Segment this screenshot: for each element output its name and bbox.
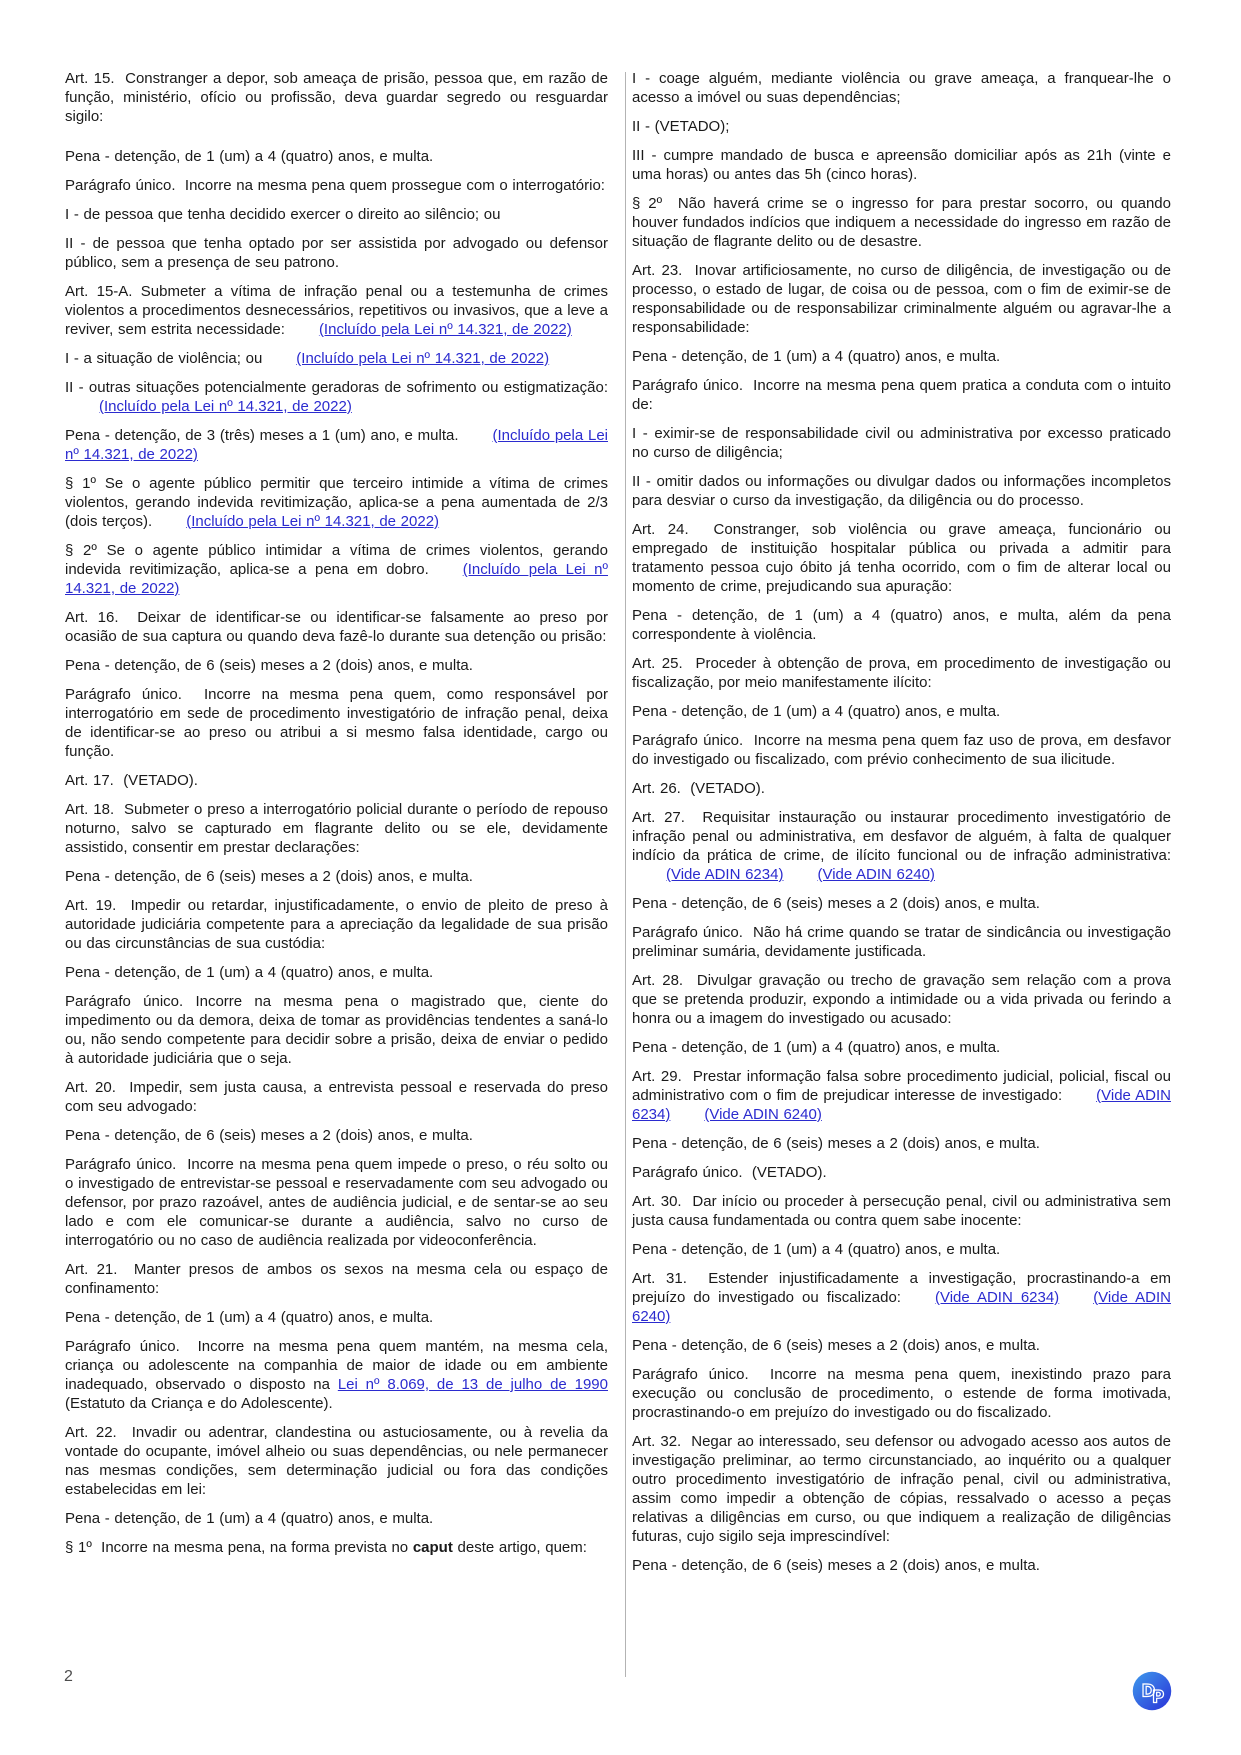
paragraph: § 2º Não haverá crime se o ingresso for para prestar socorro, ou quando houver fundados indícios que indiquem a necessidade do ingresso em razão de situação de flagrante delito ou de desastre. bbox=[632, 195, 1171, 250]
paragraph: Pena - detenção, de 6 (seis) meses a 2 (dois) anos, e multa. bbox=[65, 657, 473, 674]
paragraph: § 1º Incorre na mesma pena, na forma prevista no caput deste artigo, quem: bbox=[65, 1539, 587, 1556]
paragraph: Art. 32. Negar ao interessado, seu defensor ou advogado acesso aos autos de investigação preliminar, ao termo circunstanciado, ao inquérito ou a qualquer outro procedimento investigatório de infração penal, civil ou administrativa, assim como impedir a obtenção de cópias, ressalvado o acesso a peças relativas a diligências em curso, ou que indiquem a realização de diligências futuras, cujo sigilo seja imprescindível: bbox=[632, 1433, 1171, 1545]
logo-letter-d-icon: D bbox=[1141, 1681, 1156, 1701]
paragraph: Parágrafo único. Incorre na mesma pena o magistrado que, ciente do impedimento ou da demora, deixa de tomar as providências tendentes a saná-lo ou, não sendo competente para decidir sobre a prisão, deixa de enviar o pedido à autoridade judiciária que o seja. bbox=[65, 993, 608, 1067]
paragraph: Pena - detenção, de 1 (um) a 4 (quatro) anos, e multa. bbox=[632, 1241, 1001, 1258]
paragraph: Art. 26. (VETADO). bbox=[632, 780, 765, 797]
paragraph: Pena - detenção, de 1 (um) a 4 (quatro) anos, e multa. bbox=[632, 348, 1001, 365]
tab-gap bbox=[632, 878, 666, 879]
paragraph: II - (VETADO); bbox=[632, 118, 730, 135]
paragraph: Pena - detenção, de 1 (um) a 4 (quatro) anos, e multa. bbox=[65, 964, 434, 981]
tab-gap bbox=[901, 1301, 935, 1302]
tab-gap bbox=[65, 410, 99, 411]
paragraph: Pena - detenção, de 3 (três) meses a 1 (um) ano, e multa. (Incluído pela Lei nº 14.321, de 2022) bbox=[65, 427, 608, 463]
paragraph: I - eximir-se de responsabilidade civil ou administrativa por excesso praticado no curso de diligência; bbox=[632, 425, 1171, 461]
column-divider bbox=[625, 72, 626, 1677]
paragraph: Parágrafo único. Incorre na mesma pena quem impede o preso, o réu solto ou o investigado de entrevistar-se pessoal e reservadamente com seu advogado ou defensor, por prazo razoável, antes de audiência judicial, e de sentar-se ao seu lado e com ele comunicar-se durante a audiência, salvo no curso de interrogatório ou no caso de audiência realizada por videoconferência. bbox=[65, 1156, 608, 1249]
paragraph: Art. 15. Constranger a depor, sob ameaça de prisão, pessoa que, em razão de função, ministério, ofício ou profissão, deva guardar segredo ou resguardar sigilo: bbox=[65, 70, 608, 125]
paragraph: Art. 22. Invadir ou adentrar, clandestina ou astuciosamente, ou à revelia da vontade do ocupante, imóvel alheio ou suas dependências, ou nele permanecer nas mesmas condições, sem determinação judicial ou fora das condições estabelecidas em lei: bbox=[65, 1424, 608, 1498]
paragraph: Pena - detenção, de 6 (seis) meses a 2 (dois) anos, e multa. bbox=[65, 868, 473, 885]
paragraph: Art. 20. Impedir, sem justa causa, a entrevista pessoal e reservada do preso com seu advogado: bbox=[65, 1079, 608, 1115]
tab-gap bbox=[262, 362, 296, 363]
tab-gap bbox=[1059, 1301, 1093, 1302]
paragraph: Parágrafo único. Incorre na mesma pena quem, como responsável por interrogatório em sede de procedimento investigatório de infração penal, deixa de identificar-se ao preso ou atribui a si mesmo falsa identidade, cargo ou função. bbox=[65, 686, 608, 760]
law-reference-link[interactable]: (Vide ADIN 6240) bbox=[632, 1289, 1171, 1325]
paragraph: Pena - detenção, de 6 (seis) meses a 2 (dois) anos, e multa. bbox=[632, 895, 1040, 912]
paragraph: Pena - detenção, de 6 (seis) meses a 2 (dois) anos, e multa. bbox=[632, 1135, 1040, 1152]
paragraph: Art. 30. Dar início ou proceder à persecução penal, civil ou administrativa sem justa causa fundamentada ou contra quem sabe inocente: bbox=[632, 1193, 1171, 1229]
paragraph: Art. 23. Inovar artificiosamente, no curso de diligência, de investigação ou de processo, o estado de lugar, de coisa ou de pessoa, com o fim de eximir-se de responsabilidade ou de responsabilizar criminalmente alguém ou agravar-lhe a responsabilidade: bbox=[632, 262, 1171, 336]
bold-text: caput bbox=[412, 1539, 453, 1556]
paragraph: Pena - detenção, de 1 (um) a 4 (quatro) anos, e multa, além da pena correspondente à violência. bbox=[632, 607, 1171, 643]
logo-letter-p-icon: P bbox=[1152, 1687, 1165, 1707]
paragraph: I - de pessoa que tenha decidido exercer o direito ao silêncio; ou bbox=[65, 206, 501, 223]
right-text-column bbox=[632, 69, 1171, 1585]
paragraph: Art. 15-A. Submeter a vítima de infração penal ou a testemunha de crimes violentos a procedimentos desnecessários, repetitivos ou invasivos, que a leve a reviver, sem estrita necessidade: (Incluído pela Lei nº 14.321, de 2022) bbox=[65, 283, 608, 338]
left-text-column bbox=[65, 69, 608, 1567]
paragraph: Parágrafo único. Incorre na mesma pena quem, inexistindo prazo para execução ou conclusão de procedimento, o estende de forma imotivada, procrastinando-o em prejuízo do investigado ou do fiscalizado. bbox=[632, 1366, 1171, 1421]
law-reference-link[interactable]: (Incluído pela Lei nº 14.321, de 2022) bbox=[186, 513, 440, 530]
paragraph: Parágrafo único. Incorre na mesma pena quem mantém, na mesma cela, criança ou adolescente na companhia de maior de idade ou em ambiente inadequado, observado o disposto na Lei nº 8.069, de 13 de julho de 1990 (Estatuto da Criança e do Adolescente). bbox=[65, 1338, 608, 1412]
paragraph: II - outras situações potencialmente geradoras de sofrimento ou estigmatização:(Incluído pela Lei nº 14.321, de 2022) bbox=[65, 379, 608, 415]
paragraph: Pena - detenção, de 1 (um) a 4 (quatro) anos, e multa. bbox=[632, 1039, 1001, 1056]
paragraph: Art. 16. Deixar de identificar-se ou identificar-se falsamente ao preso por ocasião de sua captura ou quando deva fazê-lo durante sua detenção ou prisão: bbox=[65, 609, 608, 645]
paragraph: III - cumpre mandado de busca e apreensão domiciliar após as 21h (vinte e uma horas) ou antes das 5h (cinco horas). bbox=[632, 147, 1171, 183]
paragraph: Pena - detenção, de 1 (um) a 4 (quatro) anos, e multa. bbox=[65, 1510, 434, 1527]
law-reference-link[interactable]: (Incluído pela Lei nº 14.321, de 2022) bbox=[99, 398, 352, 415]
paragraph: Art. 29. Prestar informação falsa sobre procedimento judicial, policial, fiscal ou administrativo com o fim de prejudicar interesse de investigado: (Vide ADIN 6234) (Vide ADIN 6240) bbox=[632, 1068, 1171, 1123]
paragraph: Art. 21. Manter presos de ambos os sexos na mesma cela ou espaço de confinamento: bbox=[65, 1261, 608, 1297]
law-reference-link[interactable]: (Incluído pela Lei nº 14.321, de 2022) bbox=[65, 427, 608, 463]
paragraph: Art. 27. Requisitar instauração ou instaurar procedimento investigatório de infração penal ou administrativa, em desfavor de alguém, à falta de qualquer indício da prática de crime, de ilícito funcional ou de infração administrativa:(Vide ADIN 6234) (Vide ADIN 6240) bbox=[632, 809, 1171, 883]
law-reference-link[interactable]: (Vide ADIN 6240) bbox=[817, 866, 935, 883]
tab-gap bbox=[783, 878, 817, 879]
paragraph: Parágrafo único. Incorre na mesma pena quem pratica a conduta com o intuito de: bbox=[632, 377, 1171, 413]
paragraph: Art. 28. Divulgar gravação ou trecho de gravação sem relação com a prova que se pretenda produzir, expondo a intimidade ou a vida privada ou ferindo a honra ou a imagem do investigado ou acusado: bbox=[632, 972, 1171, 1027]
paragraph: Art. 31. Estender injustificadamente a investigação, procrastinando-a em prejuízo do investigado ou fiscalizado: (Vide ADIN 6234) (Vide ADIN 6240) bbox=[632, 1270, 1171, 1325]
law-reference-link[interactable]: (Incluído pela Lei nº 14.321, de 2022) bbox=[296, 350, 550, 367]
paragraph: Pena - detenção, de 6 (seis) meses a 2 (dois) anos, e multa. bbox=[632, 1337, 1040, 1354]
paragraph: Parágrafo único. Não há crime quando se tratar de sindicância ou investigação preliminar sumária, devidamente justificada. bbox=[632, 924, 1171, 960]
law-reference-link[interactable]: (Vide ADIN 6234) bbox=[632, 1087, 1171, 1123]
paragraph: Art. 17. (VETADO). bbox=[65, 772, 198, 789]
paragraph: Art. 19. Impedir ou retardar, injustificadamente, o envio de pleito de preso à autoridade judiciária competente para a apreciação da legalidade de sua prisão ou das circunstâncias de sua custódia: bbox=[65, 897, 608, 952]
paragraph: I - a situação de violência; ou (Incluído pela Lei nº 14.321, de 2022) bbox=[65, 350, 550, 367]
paragraph: I - coage alguém, mediante violência ou grave ameaça, a franquear-lhe o acesso a imóvel ou suas dependências; bbox=[632, 70, 1171, 106]
law-reference-link[interactable]: (Incluído pela Lei nº 14.321, de 2022) bbox=[318, 321, 572, 338]
paragraph: II - de pessoa que tenha optado por ser assistida por advogado ou defensor público, sem a presença de seu patrono. bbox=[65, 235, 608, 271]
paragraph: Pena - detenção, de 1 (um) a 4 (quatro) anos, e multa. bbox=[65, 148, 434, 165]
tab-gap bbox=[152, 525, 186, 526]
tab-gap bbox=[1062, 1099, 1096, 1100]
paragraph: II - omitir dados ou informações ou divulgar dados ou informações incompletos para desviar o curso da investigação, da diligência ou do processo. bbox=[632, 473, 1171, 509]
paragraph: Parágrafo único. (VETADO). bbox=[632, 1164, 827, 1181]
paragraph: Pena - detenção, de 6 (seis) meses a 2 (dois) anos, e multa. bbox=[65, 1127, 473, 1144]
law-reference-link[interactable]: (Vide ADIN 6234) bbox=[666, 866, 784, 883]
paragraph: Art. 25. Proceder à obtenção de prova, em procedimento de investigação ou fiscalização, por meio manifestamente ilícito: bbox=[632, 655, 1171, 691]
law-reference-link[interactable]: (Vide ADIN 6240) bbox=[704, 1106, 822, 1123]
paragraph: Parágrafo único. Incorre na mesma pena quem faz uso de prova, em desfavor do investigado ou fiscalizado, com prévio conhecimento de sua ilicitude. bbox=[632, 732, 1171, 768]
tab-gap bbox=[285, 333, 319, 334]
paragraph: Art. 24. Constranger, sob violência ou grave ameaça, funcionário ou empregado de instituição hospitalar pública ou privada a admitir para tratamento pessoa cujo óbito já tenha ocorrido, com o fim de alterar local ou momento de crime, prejudicando sua apuração: bbox=[632, 521, 1171, 595]
paragraph: § 2º Se o agente público intimidar a vítima de crimes violentos, gerando indevida revitimização, aplica-se a pena em dobro. (Incluído pela Lei nº 14.321, de 2022) bbox=[65, 542, 609, 597]
paragraph: Pena - detenção, de 1 (um) a 4 (quatro) anos, e multa. bbox=[65, 1309, 434, 1326]
tab-gap bbox=[429, 573, 463, 574]
tab-gap bbox=[459, 439, 493, 440]
law-reference-link[interactable]: (Vide ADIN 6234) bbox=[934, 1289, 1060, 1306]
paragraph: § 1º Se o agente público permitir que terceiro intimide a vítima de crimes violentos, gerando indevida revitimização, aplica-se a pena aumentada de 2/3 (dois terços). (Incluído pela Lei nº 14.321, de 2022) bbox=[65, 475, 608, 530]
paragraph: Pena - detenção, de 6 (seis) meses a 2 (dois) anos, e multa. bbox=[632, 1557, 1040, 1574]
law-reference-link[interactable]: (Incluído pela Lei nº 14.321, de 2022) bbox=[65, 561, 609, 597]
paragraph: Pena - detenção, de 1 (um) a 4 (quatro) anos, e multa. bbox=[632, 703, 1001, 720]
paragraph: Art. 18. Submeter o preso a interrogatório policial durante o período de repouso noturno, salvo se capturado em flagrante delito ou se ele, devidamente assistido, consentir em prestar declarações: bbox=[65, 801, 608, 856]
law-reference-link[interactable]: Lei nº 8.069, de 13 de julho de 1990 bbox=[337, 1376, 608, 1393]
paragraph: Parágrafo único. Incorre na mesma pena quem prossegue com o interrogatório: bbox=[65, 177, 605, 194]
tab-gap bbox=[670, 1118, 704, 1119]
page-number: 2 bbox=[64, 1668, 73, 1685]
publisher-logo bbox=[1131, 1670, 1173, 1712]
